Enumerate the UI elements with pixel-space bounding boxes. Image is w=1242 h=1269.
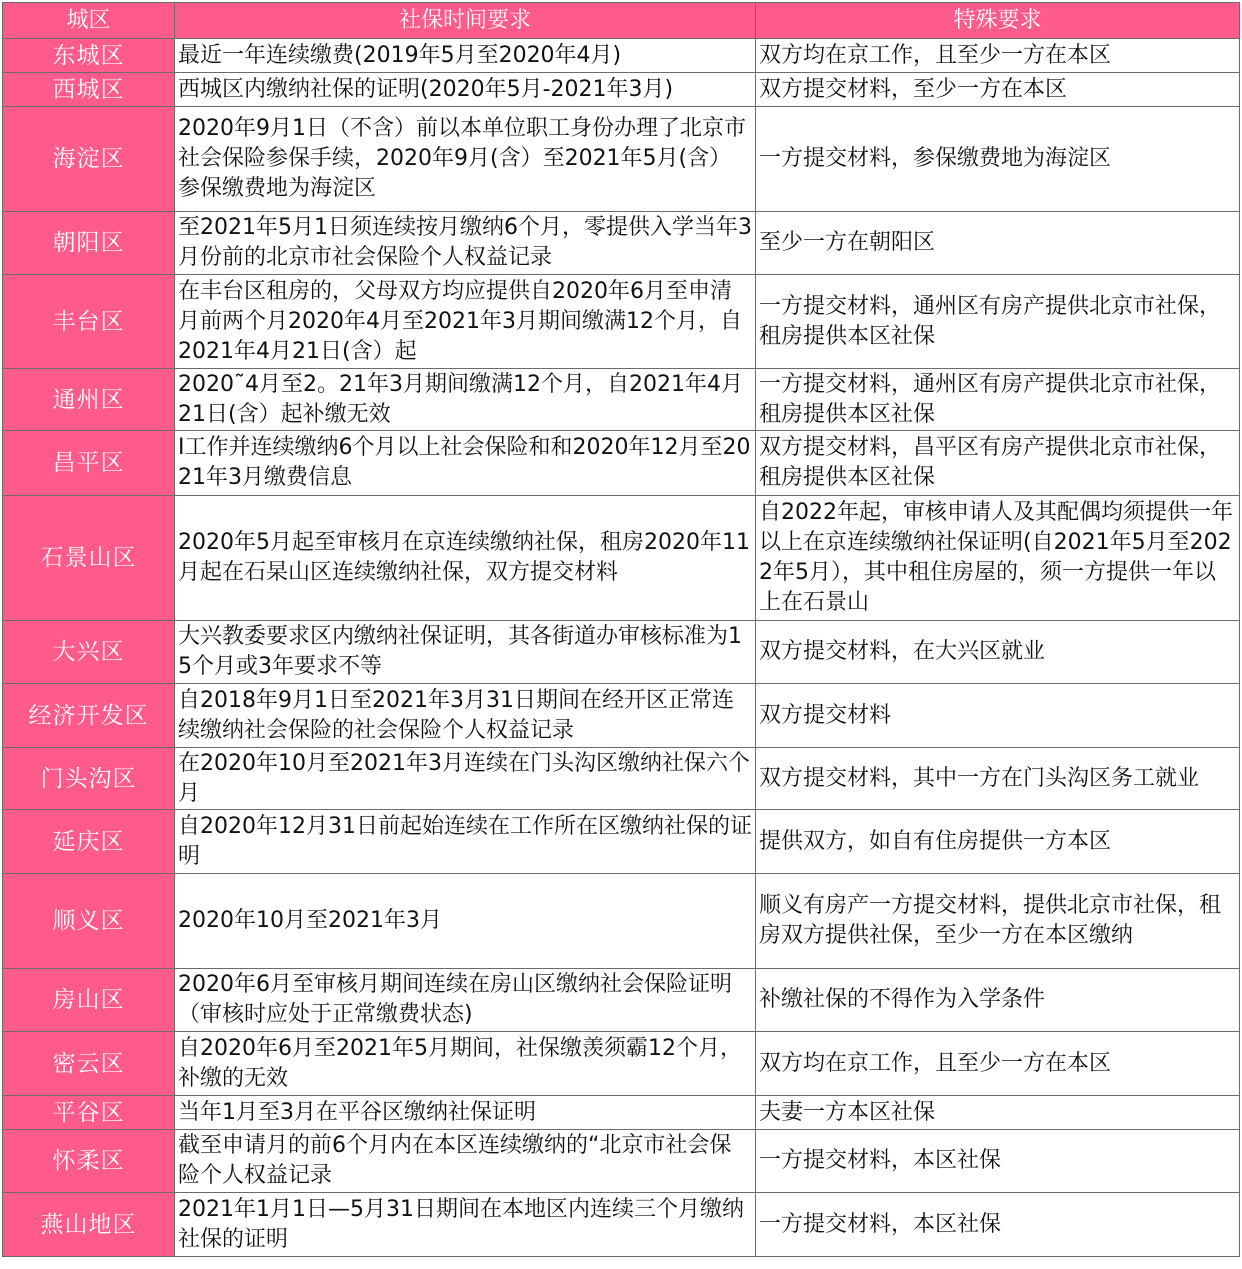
district-cell: 大兴区	[3, 621, 175, 684]
district-cell: 东城区	[3, 39, 175, 73]
special-requirement-cell: 顺义有房产一方提交材料，提供北京市社保，租房双方提供社保，至少一方在本区缴纳	[756, 874, 1240, 969]
table-row	[3, 810, 1240, 874]
table-row	[3, 431, 1240, 496]
district-cell: 密云区	[3, 1032, 175, 1096]
special-requirement-cell: 双方提交材料，在大兴区就业	[756, 621, 1240, 684]
time-requirement-cell: 至2021年5月1日须连续按月缴纳6个月，零提供入学当年3月份前的北京市社会保险个人权益记录	[175, 212, 756, 275]
special-requirement-cell: 一方提交材料，本区社保	[756, 1193, 1240, 1257]
table-row	[3, 1193, 1240, 1257]
table-row	[3, 275, 1240, 369]
table-row	[3, 39, 1240, 73]
special-requirement-cell: 一方提交材料，本区社保	[756, 1130, 1240, 1193]
table-row	[3, 73, 1240, 107]
special-requirement-cell: 双方均在京工作，且至少一方在本区	[756, 1032, 1240, 1096]
district-cell: 怀柔区	[3, 1130, 175, 1193]
time-requirement-cell: 截至申请月的前6个月内在本区连续缴纳的“北京市社会保险个人权益记录	[175, 1130, 756, 1193]
header-row	[3, 3, 1240, 39]
time-requirement-cell: 自2018年9月1日至2021年3月31日期间在经开区正常连续缴纳社会保险的社会保险个人权益记录	[175, 684, 756, 748]
district-cell: 石景山区	[3, 496, 175, 621]
special-requirement-cell: 至少一方在朝阳区	[756, 212, 1240, 275]
table-row	[3, 748, 1240, 810]
special-requirement-cell: 一方提交材料，通州区有房产提供北京市社保，租房提供本区社保	[756, 369, 1240, 431]
time-requirement-cell: 2020年6月至审核月期间连续在房山区缴纳社会保险证明（审核时应处于正常缴费状态)	[175, 969, 756, 1032]
district-cell: 昌平区	[3, 431, 175, 496]
table-row	[3, 1032, 1240, 1096]
time-requirement-cell: 2020年5月起至审核月在京连续缴纳社保，租房2020年11月起在石杲山区连续缴纳社保，双方提交材料	[175, 496, 756, 621]
time-requirement-cell: 最近一年连续缴费(2019年5月至2020年4月)	[175, 39, 756, 73]
special-requirement-cell: 双方提交材料，其中一方在门头沟区务工就业	[756, 748, 1240, 810]
district-cell: 西城区	[3, 73, 175, 107]
table-row	[3, 107, 1240, 212]
time-requirement-cell: 2020年9月1日（不含）前以本单位职工身份办理了北京市社会保险参保手续，2020年9月(含）至2021年5月(含）参保缴费地为海淀区	[175, 107, 756, 212]
time-requirement-cell: 西城区内缴纳社保的证明(2020年5月-2021年3月)	[175, 73, 756, 107]
special-requirement-cell: 提供双方，如自有住房提供一方本区	[756, 810, 1240, 874]
table-row	[3, 874, 1240, 969]
district-cell: 丰台区	[3, 275, 175, 369]
district-cell: 门头沟区	[3, 748, 175, 810]
special-requirement-cell: 一方提交材料，参保缴费地为海淀区	[756, 107, 1240, 212]
district-cell: 海淀区	[3, 107, 175, 212]
header-special-requirement: 特殊要求	[756, 3, 1240, 39]
table-row	[3, 212, 1240, 275]
header-time-requirement: 社保时间要求	[175, 3, 756, 39]
district-cell: 平谷区	[3, 1096, 175, 1130]
time-requirement-cell: 大兴教委要求区内缴纳社保证明，其各街道办审核标准为15个月或3年要求不等	[175, 621, 756, 684]
time-requirement-cell: 2020年10月至2021年3月	[175, 874, 756, 969]
district-cell: 延庆区	[3, 810, 175, 874]
time-requirement-cell: 在2020年10月至2021年3月连续在门头沟区缴纳社保六个月	[175, 748, 756, 810]
district-cell: 燕山地区	[3, 1193, 175, 1257]
special-requirement-cell: 双方提交材料	[756, 684, 1240, 748]
time-requirement-cell: 2021年1月1日—5月31日期间在本地区内连续三个月缴纳社保的证明	[175, 1193, 756, 1257]
header-district: 城区	[3, 3, 175, 39]
time-requirement-cell: 自2020年12月31日前起始连续在工作所在区缴纳社保的证明	[175, 810, 756, 874]
time-requirement-cell: 自2020年6月至2021年5月期间，社保缴羡须霸12个月，补缴的无效	[175, 1032, 756, 1096]
table-row	[3, 621, 1240, 684]
district-cell: 顺义区	[3, 874, 175, 969]
table-row	[3, 684, 1240, 748]
table-row	[3, 369, 1240, 431]
special-requirement-cell: 双方均在京工作，且至少一方在本区	[756, 39, 1240, 73]
special-requirement-cell: 自2022年起，审核申请人及其配偶均须提供一年以上在京连续缴纳社保证明(自2021年5月至2022年5月），其中租住房屋的，须一方提供一年以上在石景山	[756, 496, 1240, 621]
special-requirement-cell: 补缴社保的不得作为入学条件	[756, 969, 1240, 1032]
special-requirement-cell: 双方提交材料，至少一方在本区	[756, 73, 1240, 107]
social-security-table	[2, 2, 1240, 1257]
table-row	[3, 1096, 1240, 1130]
district-cell: 经济开发区	[3, 684, 175, 748]
time-requirement-cell: 当年1月至3月在平谷区缴纳社保证明	[175, 1096, 756, 1130]
district-cell: 朝阳区	[3, 212, 175, 275]
district-cell: 通州区	[3, 369, 175, 431]
table-row	[3, 1130, 1240, 1193]
district-cell: 房山区	[3, 969, 175, 1032]
special-requirement-cell: 双方提交材料，昌平区有房产提供北京市社保，租房提供本区社保	[756, 431, 1240, 496]
table-row	[3, 969, 1240, 1032]
time-requirement-cell: 在丰台区租房的，父母双方均应提供自2020年6月至申清月前两个月2020年4月至2021年3月期间缴满12个月，自2021年4月21日(含）起	[175, 275, 756, 369]
time-requirement-cell: 2020˜4月至2。21年3月期间缴满12个月，自2021年4月21日(含）起补缴无效	[175, 369, 756, 431]
table-row	[3, 496, 1240, 621]
time-requirement-cell: I工作并连续缴纳6个月以上社会保险和和2020年12月至2021年3月缴费信息	[175, 431, 756, 496]
special-requirement-cell: 一方提交材料，通州区有房产提供北京市社保，租房提供本区社保	[756, 275, 1240, 369]
special-requirement-cell: 夫妻一方本区社保	[756, 1096, 1240, 1130]
